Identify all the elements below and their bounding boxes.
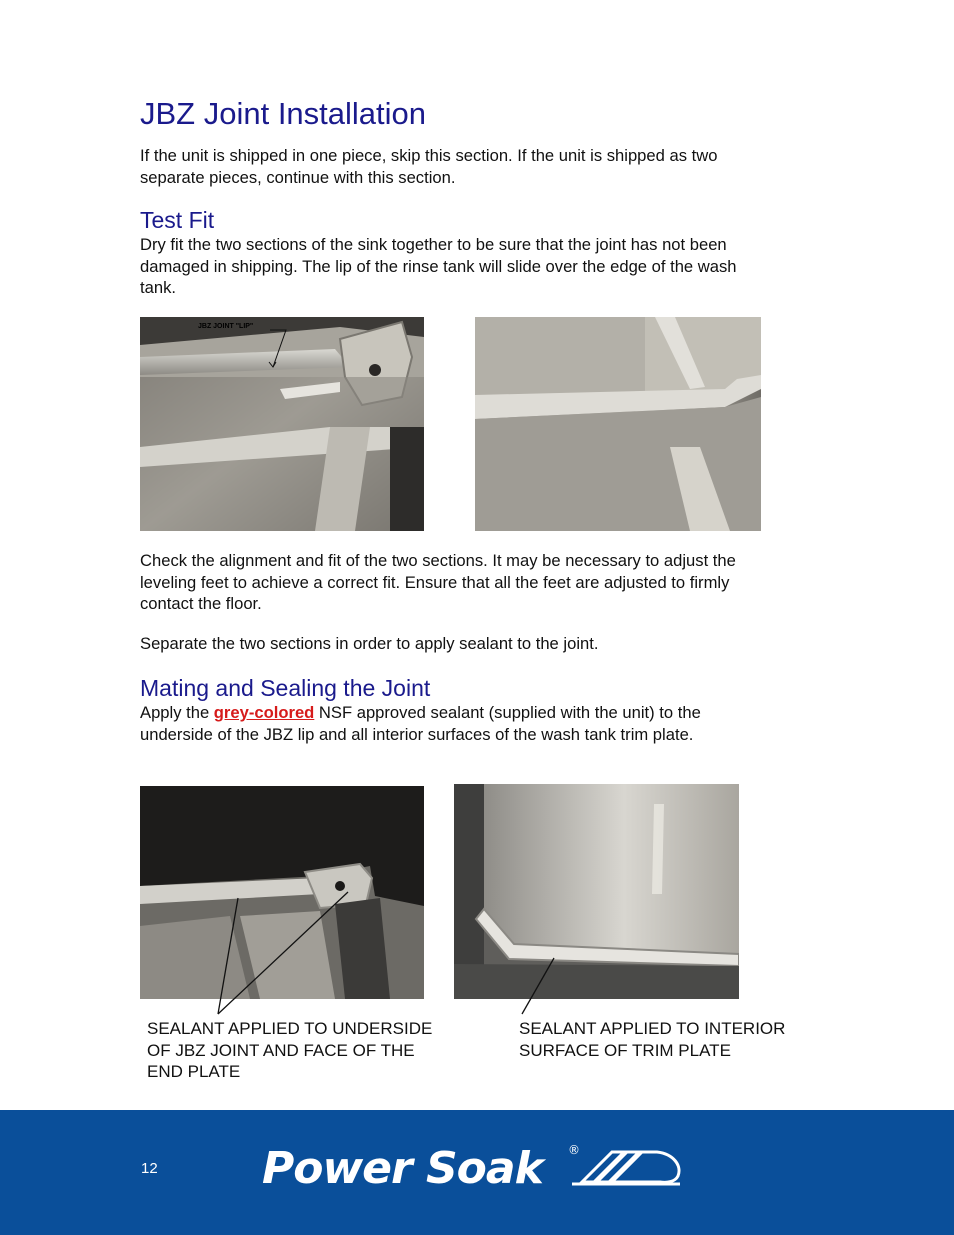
page-title: JBZ Joint Installation <box>140 96 427 131</box>
caption-right: SEALANT APPLIED TO INTERIOR SURFACE OF TRIM PLATE <box>519 1019 786 1060</box>
logo-registered-mark: ® <box>568 1143 580 1157</box>
mating-heading: Mating and Sealing the Joint <box>140 675 431 701</box>
page-number: 12 <box>141 1160 158 1177</box>
caption-pointer-lines <box>210 880 570 1020</box>
mating-text-after: NSF approved sealant (supplied with the unit) to the underside of the JBZ lip and all interior surfaces of the wash tank trim plate. <box>140 703 701 744</box>
lip-pointer-arrow <box>140 317 424 531</box>
logo-wordmark: Power Soak <box>262 1143 543 1190</box>
intro-paragraph: If the unit is shipped in one piece, skip this section. If the unit is shipped as two separate pieces, continue with this section. <box>140 146 718 187</box>
photo-label-jbz-lip: JBZ JOINT "LIP" <box>198 323 254 330</box>
grey-colored-highlight: grey-colored <box>213 703 315 722</box>
mating-paragraph <box>140 702 765 745</box>
power-soak-logo <box>262 1140 682 1195</box>
mating-text-before: Apply the <box>140 703 214 722</box>
photo-jbz-joint-lip <box>140 317 424 531</box>
logo-wave-icon <box>572 1152 680 1184</box>
photo-joint-fit <box>475 317 761 531</box>
test-fit-heading: Test Fit <box>140 207 215 233</box>
caption-left: SEALANT APPLIED TO UNDERSIDE OF JBZ JOINT AND FACE OF THE END PLATE <box>147 1019 433 1082</box>
check-alignment-paragraph: Check the alignment and fit of the two sections. It may be necessary to adjust the leveling feet to achieve a correct fit. Ensure that all the feet are adjusted to firmly contact the floor. <box>140 551 736 613</box>
separate-paragraph: Separate the two sections in order to apply sealant to the joint. <box>140 634 599 653</box>
test-fit-paragraph: Dry fit the two sections of the sink together to be sure that the joint has not been damaged in shipping. The lip of the rinse tank will slide over the edge of the wash tank. <box>140 235 737 297</box>
